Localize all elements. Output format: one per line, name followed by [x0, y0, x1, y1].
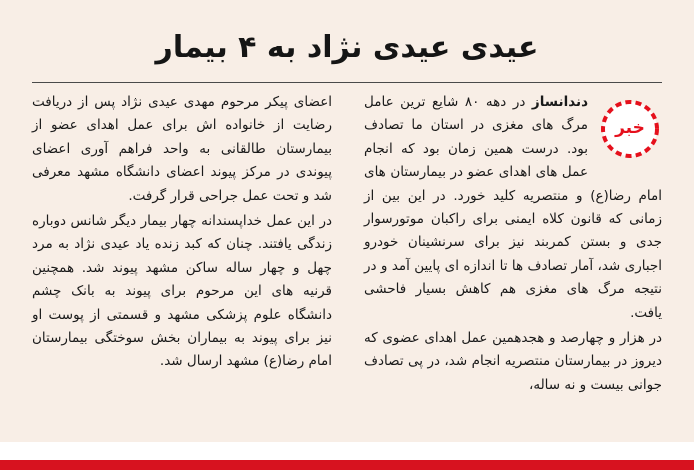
paragraph-3: اعضای پیکر مرحوم مهدی عیدی نژاد پس از دریافت رضایت از خانواده اش برای عمل اهدای عضو از بیمارستان طالقانی به واحد فراهم آوری اعضای پیوندی در مرکز پیوند اعضای دانشگاه مشهد معرفی شد و تحت عمل جراحی قرار گرفت. — [32, 94, 332, 204]
paragraph-2: در هزار و چهارصد و هجدهمین عمل اهدای عضوی که دیروز در بیمارستان منتصریه انجام شد، در پی تصادف جوانی بیست و نه ساله، — [364, 330, 662, 393]
column-left — [32, 91, 332, 374]
paragraph-4: در این عمل خداپسندانه چهار بیمار دیگر شانس دوباره زندگی یافتند. چنان که کبد زنده یاد عیدی نژاد به مرد چهل و چهار ساله ساکن مشهد پیوند شد. همچنین قرنیه های این مرحوم برای پیوند به بانک چشم دانشگاه علوم پزشکی مشهد و قسمتی از پوست او نیز برای پیوند به بیماران بخش سوختگی بیمارستان امام رضا(ع) مشهد ارسال شد. — [32, 213, 332, 370]
paragraph-1-text: در دهه ۸۰ شایع ترین عامل مرگ های مغزی در استان ما تصادف بود. درست همین زمان بود که انجام عمل های اهدای عضو در بیمارستان های امام رضا(ع) و منتصریه کلید خورد. در این بین از زمانی که قانون کلاه ایمنی برای راکبان موتورسوار جدی و بستن کمربند نیز برای سرنشینان خودرو اجباری شد، آمار تصادف ها تا اندازه ای پایین آمد و در نتیجه مرگ های مغزی هم کاهش بسیار فاحشی یافت. — [364, 94, 662, 321]
accent-bar — [0, 460, 694, 470]
paragraph-lead — [364, 91, 662, 325]
column-right — [364, 91, 662, 397]
news-badge-label: خبر — [615, 118, 645, 138]
headline: عیدی عیدی نژاد به ۴ بیمار — [155, 30, 539, 65]
news-badge — [598, 97, 662, 161]
headline-divider — [32, 82, 662, 83]
lead-word: دندانساز — [531, 94, 588, 110]
